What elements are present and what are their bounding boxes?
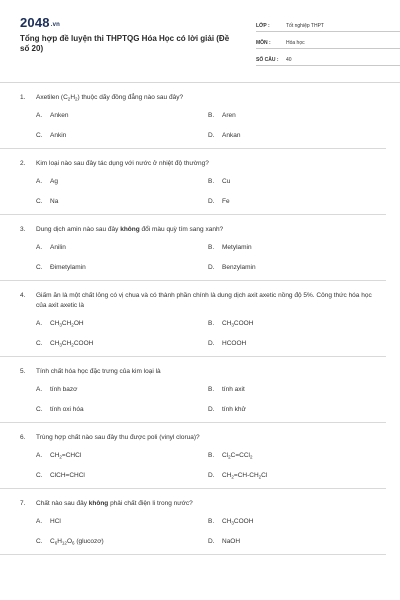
answer-option-a[interactable] (36, 385, 208, 394)
answer-options (36, 451, 372, 480)
answer-option-b[interactable] (208, 111, 380, 120)
option-text: Benzylamin (222, 264, 256, 271)
question-row (20, 93, 372, 103)
answer-option-b[interactable] (208, 385, 380, 394)
question-text: Tính chất hóa học đặc trưng của kim loại là (36, 368, 161, 375)
meta-value: Tốt nghiệp THPT (286, 23, 324, 29)
question-6 (0, 423, 386, 489)
option-text: Fe (222, 198, 230, 205)
exam-title: Tổng hợp đề luyện thi THPTQG Hóa Học có lời giải (Đề số 20) (20, 34, 230, 53)
option-text: $C_6H_{12}O_6$ (glucozơ) (50, 538, 104, 546)
question-row (20, 433, 372, 443)
question-row (20, 159, 372, 169)
option-key: B. (208, 320, 215, 327)
answer-option-b[interactable] (208, 451, 380, 460)
answer-options (36, 177, 372, 206)
question-1 (0, 83, 386, 149)
answer-option-d[interactable] (208, 405, 380, 414)
option-key: C. (36, 132, 43, 139)
question-row (20, 499, 372, 509)
option-text: Metylamin (222, 244, 252, 251)
meta-row-count (256, 51, 400, 66)
option-text: $CH_3COOH$ (222, 320, 254, 328)
option-text: $CH_3CH_2OH$ (50, 320, 84, 328)
answer-option-d[interactable] (208, 471, 380, 480)
answer-options (36, 319, 372, 348)
question-row (20, 225, 372, 235)
answer-option-b[interactable] (208, 243, 380, 252)
option-text: Đimetylamin (50, 264, 86, 271)
question-number: 6. (20, 434, 26, 441)
option-key: A. (36, 452, 43, 459)
question-number: 5. (20, 368, 26, 375)
option-key: C. (36, 406, 43, 413)
option-text: Ag (50, 178, 58, 185)
question-text: Dung dịch amin nào sau đây không đổi màu quỳ tím sang xanh? (36, 226, 224, 233)
option-key: C. (36, 198, 43, 205)
question-text: Giấm ăn là một chất lỏng có vị chua và có thành phần chính là dung dịch axit axetic nồng độ 5%. Công thức hóa học của axit axetic là (36, 292, 372, 309)
question-3 (0, 215, 386, 281)
answer-options (36, 111, 372, 140)
option-key: A. (36, 320, 43, 327)
meta-label: MÔN : (256, 40, 271, 46)
logo-text: 2048 (20, 15, 50, 30)
option-text: Cu (222, 178, 231, 185)
answer-option-a[interactable] (36, 319, 208, 328)
option-key: A. (36, 386, 43, 393)
question-text: Axetilen $(C_2H_2)$ thuộc dãy đồng đẳng nào sau đây? (36, 94, 184, 102)
option-text: tính bazơ (50, 386, 78, 393)
answer-options (36, 385, 372, 414)
option-key: D. (208, 472, 215, 479)
question-text: Kim loại nào sau đây tác dụng với nước ở nhiệt độ thường? (36, 160, 209, 167)
exam-header (20, 12, 386, 76)
question-number: 7. (20, 500, 26, 507)
meta-label: SỐ CÂU : (256, 57, 279, 63)
answer-option-c[interactable] (36, 405, 208, 414)
option-key: D. (208, 538, 215, 545)
meta-value: 40 (286, 57, 292, 63)
question-2 (0, 149, 386, 215)
option-key: C. (36, 264, 43, 271)
option-key: A. (36, 244, 43, 251)
answer-options (36, 517, 372, 546)
option-text: $CH_2=CHCl$ (50, 452, 82, 460)
option-key: B. (208, 452, 215, 459)
answer-option-c[interactable] (36, 197, 208, 206)
answer-option-d[interactable] (208, 537, 380, 546)
site-logo[interactable] (20, 15, 60, 30)
option-key: A. (36, 178, 43, 185)
answer-option-d[interactable] (208, 197, 380, 206)
option-text: tính khử (222, 406, 246, 413)
option-text: $Cl_2C=CCl_2$ (222, 452, 253, 460)
answer-option-c[interactable] (36, 471, 208, 480)
option-key: D. (208, 340, 215, 347)
option-text: Na (50, 198, 59, 205)
meta-row-subject (256, 34, 400, 49)
option-key: B. (208, 178, 215, 185)
question-4 (0, 281, 386, 357)
option-text: $CH_2=CH-CH_2Cl$ (222, 472, 268, 480)
answer-option-c[interactable] (36, 131, 208, 140)
option-text: NaOH (222, 538, 241, 545)
option-text: HCl (50, 518, 61, 525)
option-text: $CH_3COOH$ (222, 518, 254, 526)
answer-option-a[interactable] (36, 243, 208, 252)
answer-option-b[interactable] (208, 177, 380, 186)
meta-value: Hóa học (286, 40, 305, 46)
question-row (20, 291, 372, 311)
option-key: B. (208, 386, 215, 393)
answer-option-d[interactable] (208, 263, 380, 272)
question-number: 1. (20, 94, 26, 101)
question-list (20, 83, 386, 555)
option-key: B. (208, 112, 215, 119)
question-text: Chất nào sau đây không phải chất điện li trong nước? (36, 500, 193, 507)
option-key: D. (208, 132, 215, 139)
answer-option-a[interactable] (36, 177, 208, 186)
answer-option-c[interactable] (36, 339, 208, 348)
option-key: B. (208, 518, 215, 525)
option-text: Aren (222, 112, 236, 119)
option-key: C. (36, 538, 43, 545)
option-text: Anken (50, 112, 69, 119)
answer-option-b[interactable] (208, 517, 380, 526)
option-key: A. (36, 518, 43, 525)
option-key: D. (208, 264, 215, 271)
answer-option-a[interactable] (36, 111, 208, 120)
option-key: B. (208, 244, 215, 251)
option-key: C. (36, 340, 43, 347)
option-text: ClCH=CHCl (50, 472, 85, 479)
option-key: D. (208, 198, 215, 205)
option-text: tính axit (222, 386, 245, 393)
answer-option-a[interactable] (36, 451, 208, 460)
answer-options (36, 243, 372, 272)
option-text: HCOOH (222, 340, 247, 347)
question-number: 2. (20, 160, 26, 167)
answer-option-a[interactable] (36, 517, 208, 526)
question-7 (0, 489, 386, 555)
meta-row-class (256, 17, 400, 32)
option-text: Ankan (222, 132, 241, 139)
option-text: $CH_3CH_2COOH$ (50, 340, 94, 348)
logo-suffix: .vn (50, 22, 61, 28)
answer-option-b[interactable] (208, 319, 380, 328)
option-key: A. (36, 112, 43, 119)
option-text: Ankin (50, 132, 67, 139)
option-key: C. (36, 472, 43, 479)
option-key: D. (208, 406, 215, 413)
answer-option-d[interactable] (208, 131, 380, 140)
question-number: 4. (20, 292, 26, 299)
answer-option-c[interactable] (36, 537, 208, 546)
answer-option-c[interactable] (36, 263, 208, 272)
question-5 (0, 357, 386, 423)
question-text: Trùng hợp chất nào sau đây thu được poli (vinyl clorua)? (36, 434, 200, 441)
question-row (20, 367, 372, 377)
option-text: tính oxi hóa (50, 406, 84, 413)
exam-meta (256, 17, 400, 68)
option-text: Anilin (50, 244, 66, 251)
answer-option-d[interactable] (208, 339, 380, 348)
question-number: 3. (20, 226, 26, 233)
meta-label: LỚP : (256, 23, 270, 29)
